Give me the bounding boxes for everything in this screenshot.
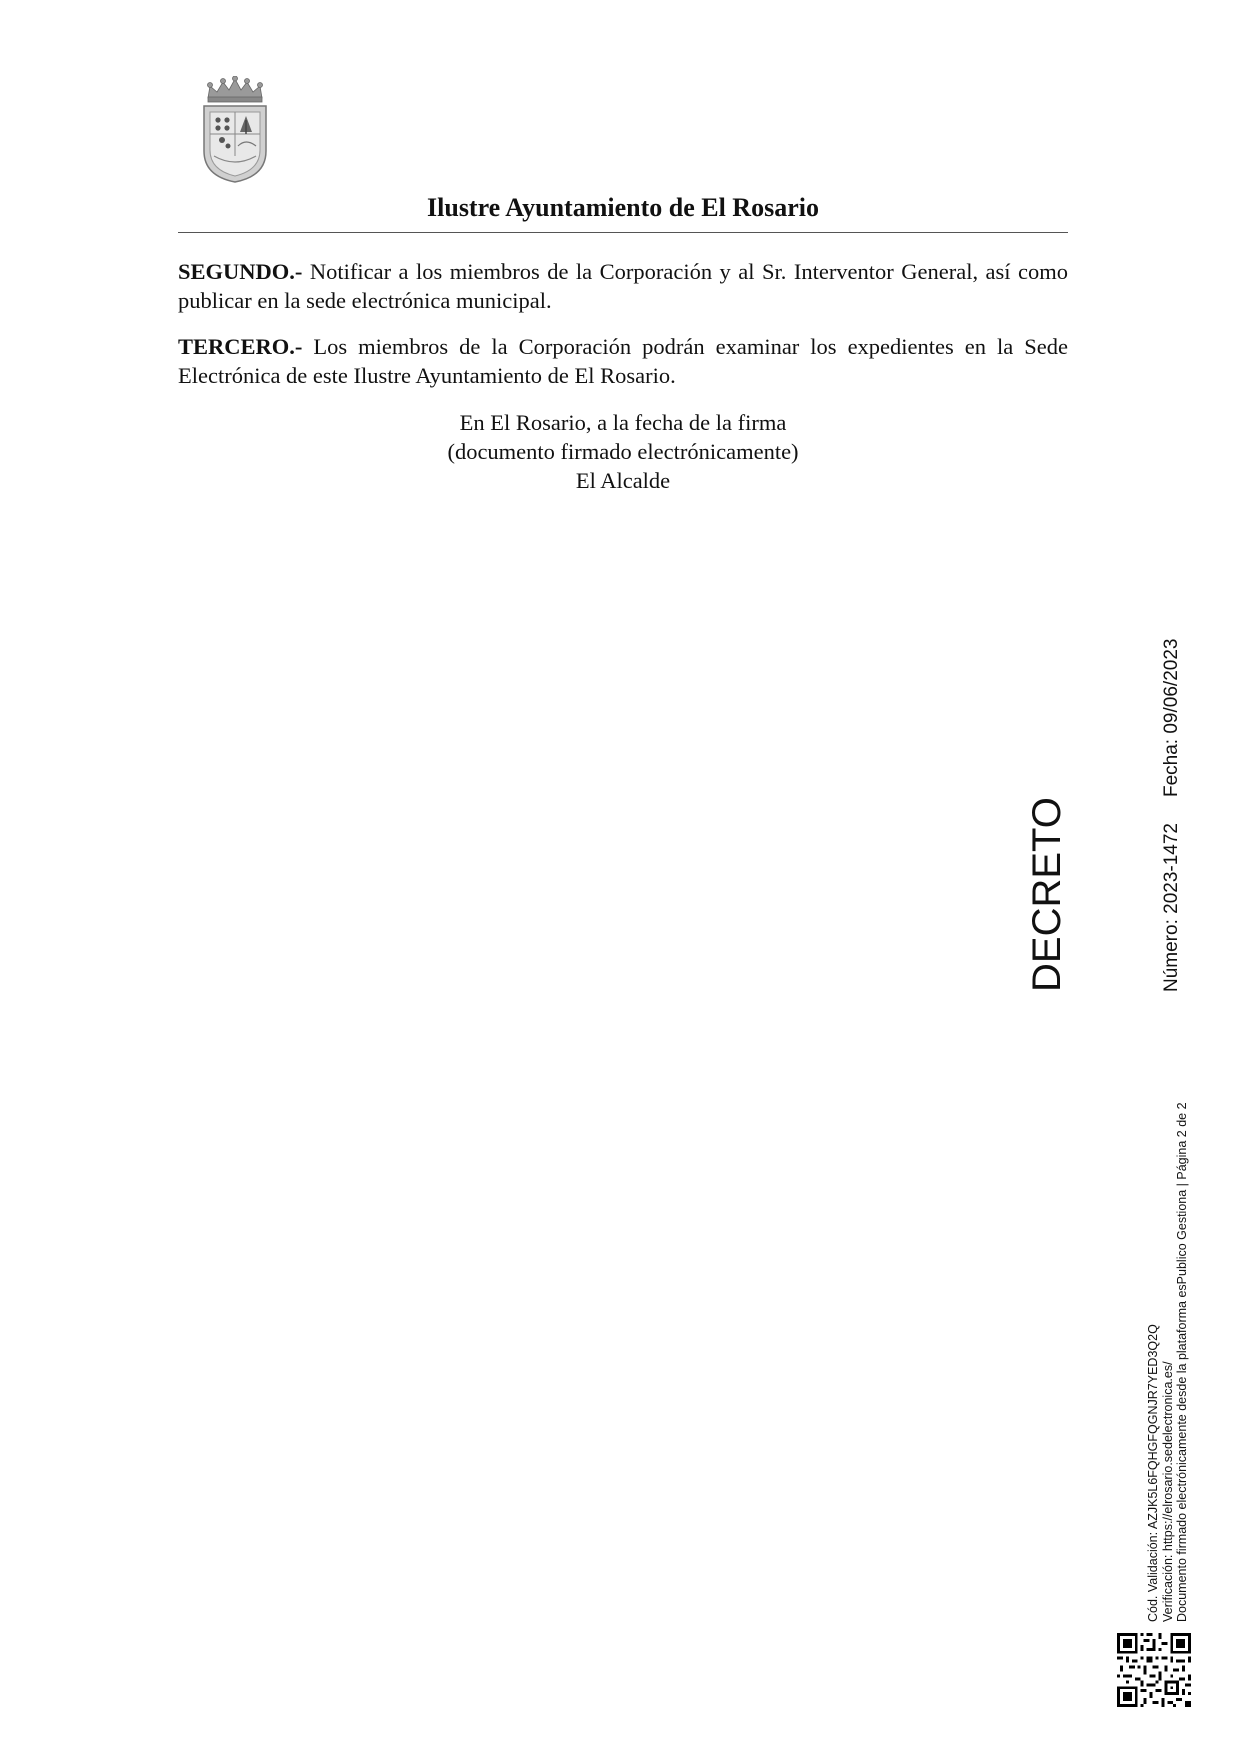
signature-note: (documento firmado electrónicamente) [447, 439, 799, 464]
validation-url: Verificación: https://elrosario.sedelectronica.es/ [1160, 1361, 1175, 1622]
paragraph-label: SEGUNDO.- [178, 259, 303, 284]
validation-platform: Documento firmado electrónicamente desde la plataforma esPublico Gestiona | Página 2 de 2 [1175, 1102, 1189, 1622]
validation-footer [1146, 1102, 1190, 1622]
paragraph-segundo [178, 257, 1068, 315]
signature-block [178, 408, 1068, 495]
validation-code: Cód. Validación: AZJK5L6FQHGFQGNJR7YED3Q2Q [1146, 1324, 1160, 1622]
paragraph-text: Los miembros de la Corporación podrán examinar los expedientes en la Sede Electrónica de este Ilustre Ayuntamiento de El Rosario. [178, 334, 1069, 388]
decreto-title: DECRETO [1025, 797, 1069, 992]
decreto-number: Número: 2023-1472 [1161, 823, 1182, 992]
signature-place-date: En El Rosario, a la fecha de la firma [459, 410, 787, 435]
header-divider [178, 232, 1068, 233]
qr-code-icon [1117, 1633, 1191, 1707]
signature-role: El Alcalde [575, 468, 671, 493]
decreto-meta [1160, 639, 1184, 992]
paragraph-tercero [178, 332, 1068, 390]
paragraph-label: TERCERO.- [178, 334, 303, 359]
decreto-stamp [1025, 797, 1069, 992]
coat-of-arms-icon [200, 76, 270, 184]
page-title: Ilustre Ayuntamiento de El Rosario [427, 193, 819, 222]
decreto-date: Fecha: 09/06/2023 [1161, 638, 1182, 797]
paragraph-text: Notificar a los miembros de la Corporación y al Sr. Interventor General, así como publicar en la sede electrónica municipal. [178, 259, 1069, 313]
